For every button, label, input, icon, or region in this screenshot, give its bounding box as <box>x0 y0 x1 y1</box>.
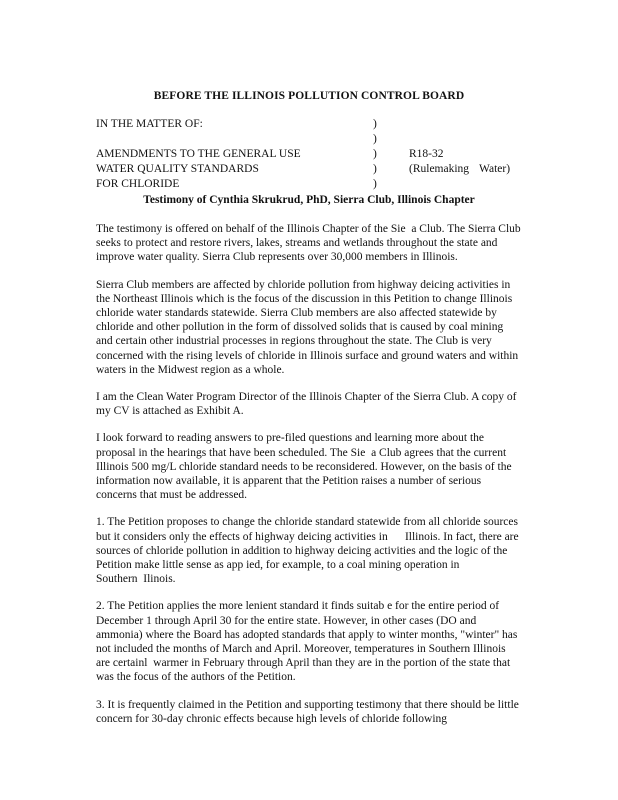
case-type-part: Water) <box>479 163 511 175</box>
caption-row <box>96 147 526 162</box>
caption-left: IN THE MATTER OF: <box>96 118 203 130</box>
caption-paren: ) <box>373 178 377 190</box>
body-paragraph: 1. The Petition proposes to change the chloride standard statewide from all chloride sources but it considers only the effects of highway deicing activities in Illinois. In fact, there are sources of chloride pollution in addition to highway deicing activities and the logic of the Petition make little sense as app ied, for example, to a coal mining operation in Southern Ilinois. <box>96 516 519 586</box>
body-paragraph: Sierra Club members are affected by chloride pollution from highway deicing activities in the Northeast Illinois which is the focus of the discussion in this Petition to change Illinois chloride water standards statewide. Sierra Club members are also affected statewide by chloride and other pollution in the form of dissolved solids that is caused by coal mining and certain other industrial processes in regions throughout the state. The Club is very concerned with the rising levels of chloride in Illinois surface and ground waters and within waters in the Midwest region as a whole. <box>96 278 519 376</box>
testimony-body <box>96 222 522 739</box>
case-number: R18-32 <box>409 148 444 160</box>
testimony-heading: Testimony of Cynthia Skrukrud, PhD, Sierra Club, Illinois Chapter <box>143 194 475 206</box>
body-paragraph: I look forward to reading answers to pre-filed questions and learning more about the proposal in the hearings that have been scheduled. The Sie a Club agrees that the current Illinois 500 mg/L chloride standard needs to be reconsidered. However, on the basis of the information now available, it is apparent that the Petition raises a number of serious concerns that must be addressed. <box>96 432 512 502</box>
caption-left <box>96 132 373 147</box>
caption-row <box>96 177 526 192</box>
caption-paren: ) <box>373 148 377 160</box>
caption-paren: ) <box>373 163 377 175</box>
body-paragraph: 3. It is frequently claimed in the Petition and supporting testimony that there should be little concern for 30-day chronic effects because high levels of chloride following <box>96 698 519 725</box>
body-paragraph: I am the Clean Water Program Director of the Illinois Chapter of the Sierra Club. A copy of my CV is attached as Exhibit A. <box>96 391 517 418</box>
case-type-part: (Rulemaking <box>409 163 470 175</box>
caption-left: AMENDMENTS TO THE GENERAL USE <box>96 148 301 160</box>
case-caption <box>96 117 526 192</box>
caption-left: FOR CHLORIDE <box>96 178 180 190</box>
caption-row <box>96 117 526 132</box>
caption-row <box>96 132 526 147</box>
body-paragraph: 2. The Petition applies the more lenient standard it finds suitab e for the entire period of December 1 through April 30 for the entire state. However, in other cases (DO and ammonia) where the Board has adopted standards that apply to winter months, "winter" has not included the months of March and April. Moreover, temperatures in Southern Illinois are certainl warmer in February through April than they are in the portion of the state that was the focus of the authors of the Petition. <box>96 600 518 684</box>
caption-left: WATER QUALITY STANDARDS <box>96 163 259 175</box>
case-type <box>409 162 510 177</box>
board-title: BEFORE THE ILLINOIS POLLUTION CONTROL BOARD <box>153 90 465 102</box>
caption-paren: ) <box>373 133 377 145</box>
caption-paren: ) <box>373 118 377 130</box>
body-paragraph: The testimony is offered on behalf of the Illinois Chapter of the Sie a Club. The Sierra Club seeks to protect and restore rivers, lakes, streams and wetlands throughout the state and improve water quality. Sierra Club represents over 30,000 members in Illinois. <box>96 223 521 264</box>
caption-row <box>96 162 526 177</box>
